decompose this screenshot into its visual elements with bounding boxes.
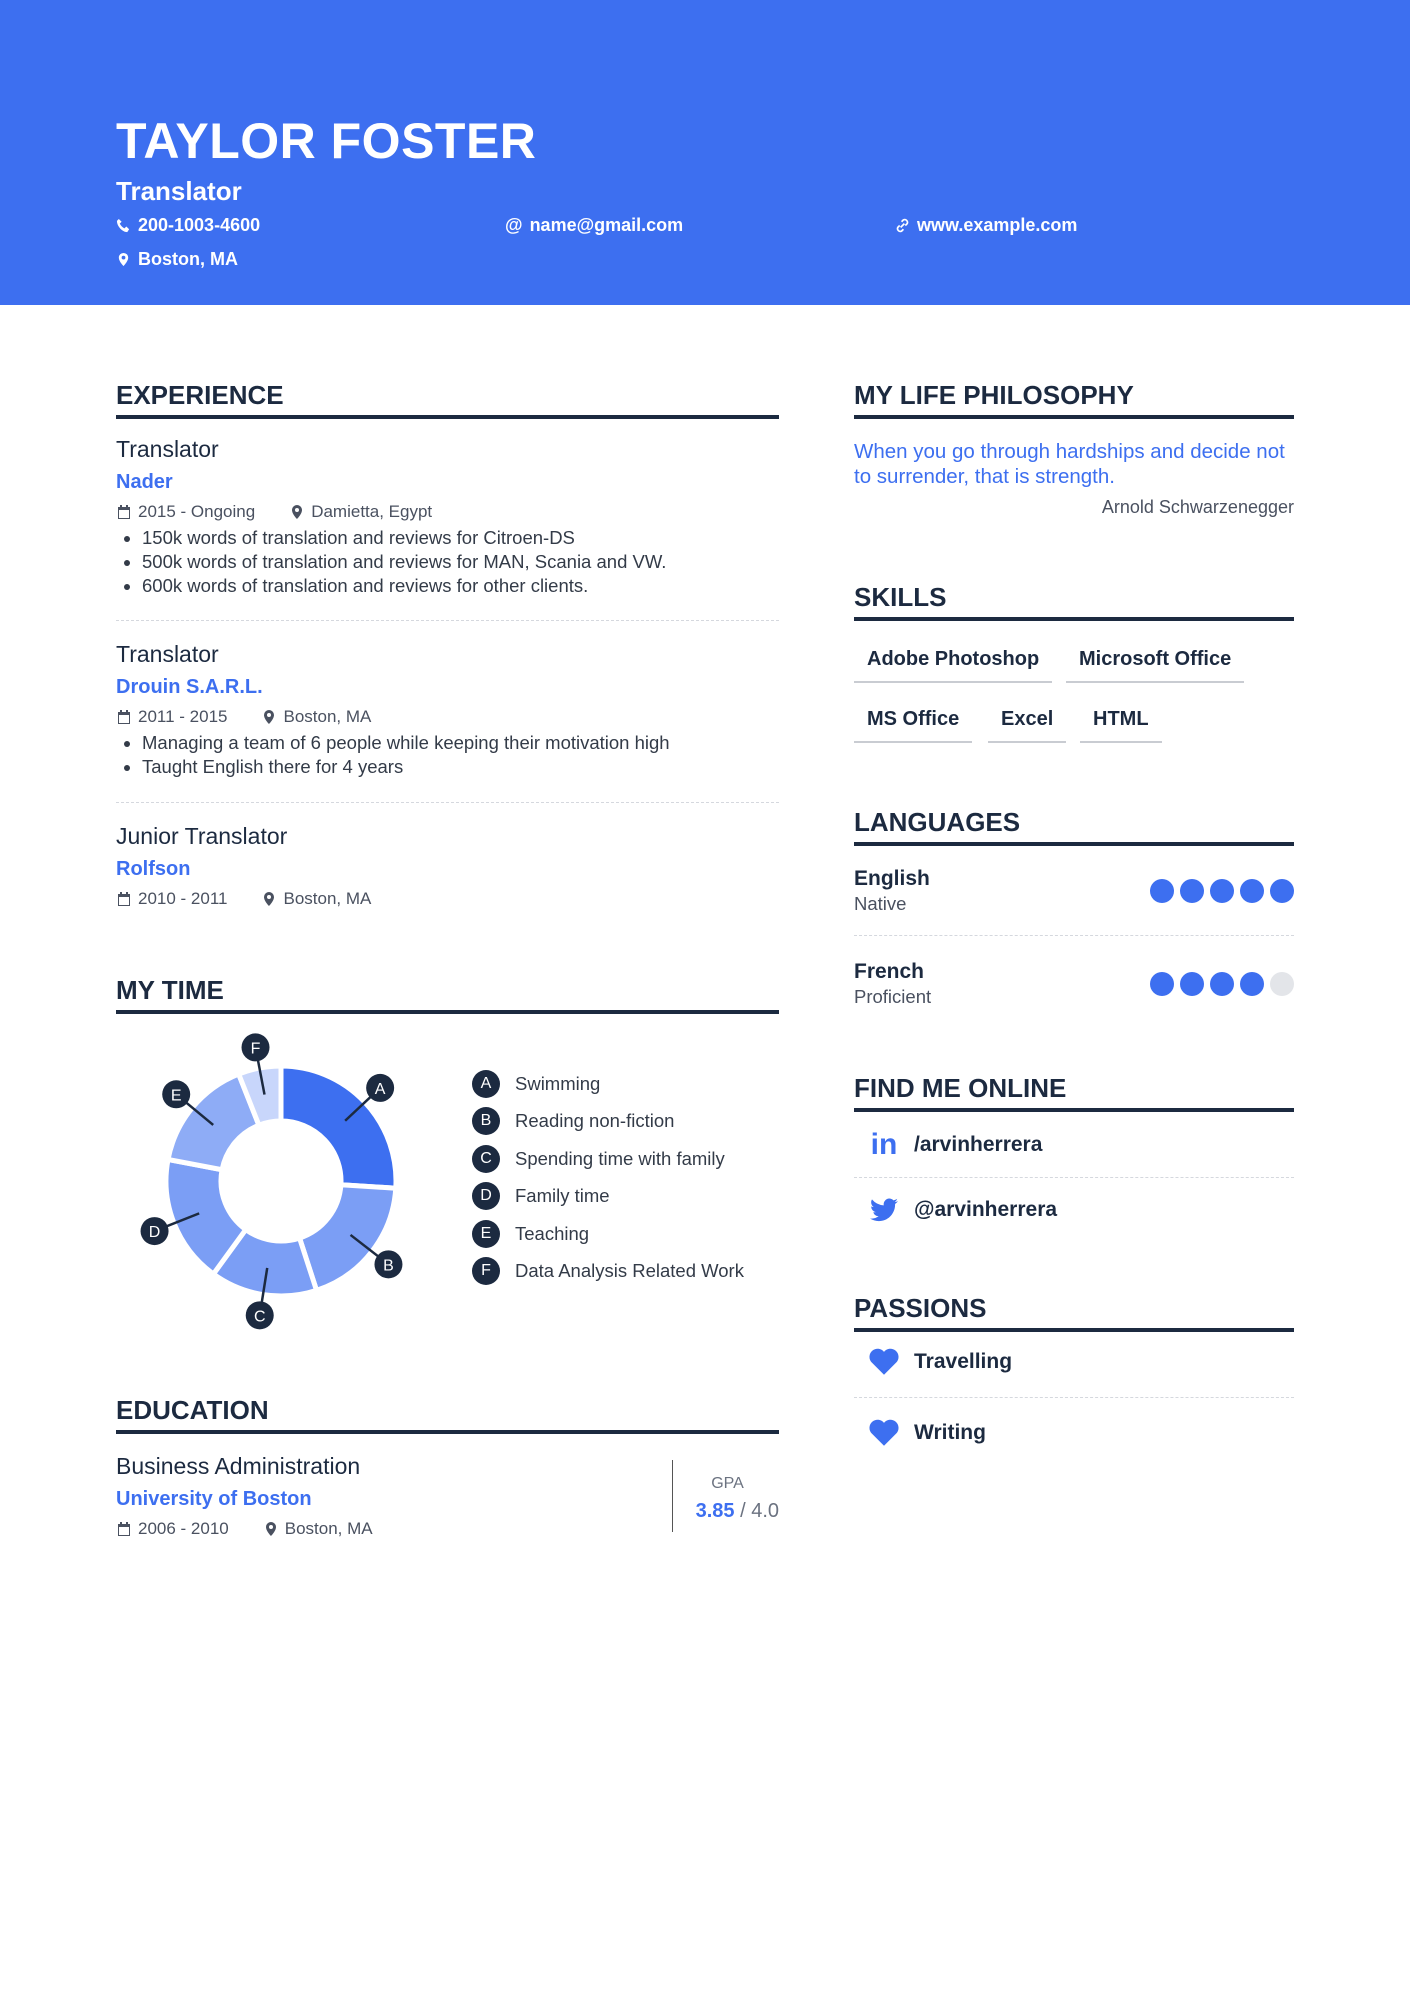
divider (854, 1177, 1294, 1178)
legend-marker: A (472, 1070, 500, 1098)
online-heading: FIND ME ONLINE (854, 1073, 1294, 1112)
website-text[interactable]: www.example.com (917, 215, 1078, 235)
language-name: French (854, 960, 925, 983)
rating-dot (1210, 972, 1234, 996)
skill-pill: Microsoft Office (1066, 648, 1244, 683)
calendar-icon (116, 709, 132, 725)
linkedin-link[interactable] (854, 1128, 1294, 1162)
time-legend (472, 1065, 744, 1290)
phone (116, 215, 260, 236)
phone-icon (116, 218, 131, 233)
legend-label: Spending time with family (515, 1147, 725, 1169)
job-location: Boston, MA (283, 889, 372, 908)
quote-author: Arnold Schwarzenegger (1101, 497, 1294, 517)
legend-label: Reading non-fiction (515, 1110, 675, 1132)
legend-label: Swimming (515, 1072, 601, 1094)
languages-heading: LANGUAGES (854, 807, 1294, 846)
passion-label: Writing (914, 1421, 986, 1444)
company: Nader (116, 471, 173, 493)
legend-label: Data Analysis Related Work (515, 1260, 744, 1282)
legend-item (472, 1253, 744, 1291)
skills-section (854, 582, 1294, 762)
passion-item (854, 1419, 1294, 1447)
website[interactable] (895, 215, 1077, 236)
location-pin-icon (289, 504, 305, 520)
linkedin-icon: in (870, 1128, 898, 1161)
skill-pill: Excel (988, 708, 1066, 743)
job-meta (116, 502, 779, 522)
email-text[interactable]: name@gmail.com (529, 215, 684, 235)
school: University of Boston (116, 1488, 312, 1510)
job-location: Boston, MA (283, 707, 372, 726)
job-dates: 2011 - 2015 (138, 707, 228, 726)
location-text: Boston, MA (138, 249, 238, 269)
job-bullet: • 150k words of translation and reviews for Citroen-DS (142, 526, 779, 550)
job-bullet: • 600k words of translation and reviews for other clients. (142, 574, 779, 598)
gpa-divider (672, 1460, 673, 1532)
gpa: 3.85 (695, 1500, 735, 1522)
location (116, 249, 238, 270)
languages-section (854, 807, 1294, 1017)
skills-heading: SKILLS (854, 582, 1294, 621)
calendar-icon (116, 891, 132, 907)
job-bullets (116, 526, 779, 598)
language-level: Proficient (854, 986, 932, 1007)
legend-marker: D (472, 1182, 500, 1210)
segment-label: A (374, 1080, 386, 1098)
job-bullets (116, 731, 779, 779)
divider (116, 620, 779, 621)
degree: Business Administration (116, 1453, 361, 1479)
experience-heading: EXPERIENCE (116, 380, 779, 419)
passions-section (854, 1293, 1294, 1473)
divider (854, 1397, 1294, 1398)
my-time-section (116, 975, 779, 1014)
divider (116, 802, 779, 803)
job-bullet: • Taught English there for 4 years (142, 755, 779, 779)
rating-dot (1150, 879, 1174, 903)
job-title: Junior Translator (116, 823, 288, 849)
segment-label: F (250, 1040, 261, 1058)
calendar-icon (116, 1521, 132, 1537)
language-item (854, 867, 1294, 927)
philosophy-section (854, 380, 1294, 518)
rating-dot (1210, 879, 1234, 903)
rating-dot (1240, 972, 1264, 996)
heart-icon (854, 1419, 914, 1447)
location-pin-icon (261, 891, 277, 907)
candidate-name: TAYLOR FOSTER (116, 113, 537, 169)
job-bullet: • 500k words of translation and reviews for MAN, Scania and VW. (142, 550, 779, 574)
passions-heading: PASSIONS (854, 1293, 1294, 1332)
job-dates: 2015 - Ongoing (138, 502, 256, 521)
language-level: Native (854, 893, 907, 914)
segment-label: B (383, 1257, 394, 1275)
legend-item (472, 1103, 744, 1141)
education-heading: EDUCATION (116, 1395, 779, 1434)
legend-item (472, 1178, 744, 1216)
segment-label: D (148, 1224, 161, 1242)
job-meta (116, 889, 779, 909)
gpa-value (676, 1500, 779, 1523)
job-title: Translator (116, 641, 219, 667)
time-donut-chart (130, 1030, 430, 1340)
passion-item (854, 1348, 1294, 1376)
job-entry (116, 436, 779, 598)
philosophy-heading: MY LIFE PHILOSOPHY (854, 380, 1294, 419)
job-entry (116, 641, 779, 779)
job-location: Damietta, Egypt (311, 502, 433, 521)
legend-marker: B (472, 1107, 500, 1135)
company: Rolfson (116, 858, 191, 880)
legend-item (472, 1215, 744, 1253)
online-section (854, 1073, 1294, 1253)
twitter-link[interactable] (854, 1198, 1294, 1222)
job-dates: 2010 - 2011 (138, 889, 228, 908)
twitter-icon (854, 1198, 914, 1222)
experience-section (116, 380, 779, 419)
email[interactable] (505, 215, 683, 236)
rating-dot (1180, 972, 1204, 996)
skill-pill: HTML (1080, 708, 1162, 743)
gpa-label: GPA (711, 1475, 744, 1492)
job-title: Translator (116, 436, 219, 462)
education-location: Boston, MA (284, 1519, 373, 1538)
legend-marker: C (472, 1145, 500, 1173)
language-item (854, 960, 1294, 1020)
rating-dot (1270, 879, 1294, 903)
passion-label: Travelling (914, 1350, 1013, 1373)
education-section (116, 1395, 779, 1539)
gpa-max: / 4.0 (740, 1500, 779, 1522)
legend-item (472, 1140, 744, 1178)
quote: When you go through hardships and decide not to surrender, that is strength. (854, 440, 1285, 488)
skill-pill: MS Office (854, 708, 972, 743)
my-time-heading: MY TIME (116, 975, 779, 1014)
location-pin-icon (116, 252, 131, 267)
candidate-title: Translator (116, 176, 242, 206)
location-pin-icon (263, 1521, 279, 1537)
segment-label: C (253, 1308, 266, 1326)
rating-dot (1150, 972, 1174, 996)
legend-item (472, 1065, 744, 1103)
job-entry (116, 823, 779, 909)
legend-marker: F (472, 1257, 500, 1285)
calendar-icon (116, 504, 132, 520)
job-bullet: • Managing a team of 6 people while keeping their motivation high (142, 731, 779, 755)
company: Drouin S.A.R.L. (116, 676, 263, 698)
rating-dot (1270, 972, 1294, 996)
at-icon: @ (505, 215, 523, 235)
rating-dot (1180, 879, 1204, 903)
language-rating (1150, 879, 1294, 903)
skill-pill: Adobe Photoshop (854, 648, 1052, 683)
divider (854, 935, 1294, 936)
heart-icon (854, 1348, 914, 1376)
legend-label: Family time (515, 1185, 610, 1207)
job-meta (116, 707, 779, 727)
link-icon (895, 218, 910, 233)
header (0, 0, 1410, 305)
education-dates: 2006 - 2010 (138, 1519, 229, 1538)
language-rating (1150, 972, 1294, 996)
location-pin-icon (261, 709, 277, 725)
legend-marker: E (472, 1220, 500, 1248)
rating-dot (1240, 879, 1264, 903)
linkedin-handle[interactable]: /arvinherrera (914, 1133, 1043, 1156)
legend-label: Teaching (515, 1222, 590, 1244)
phone-text: 200-1003-4600 (138, 215, 261, 235)
segment-label: E (170, 1087, 182, 1105)
twitter-handle[interactable]: @arvinherrera (914, 1198, 1058, 1221)
language-name: English (854, 867, 930, 890)
